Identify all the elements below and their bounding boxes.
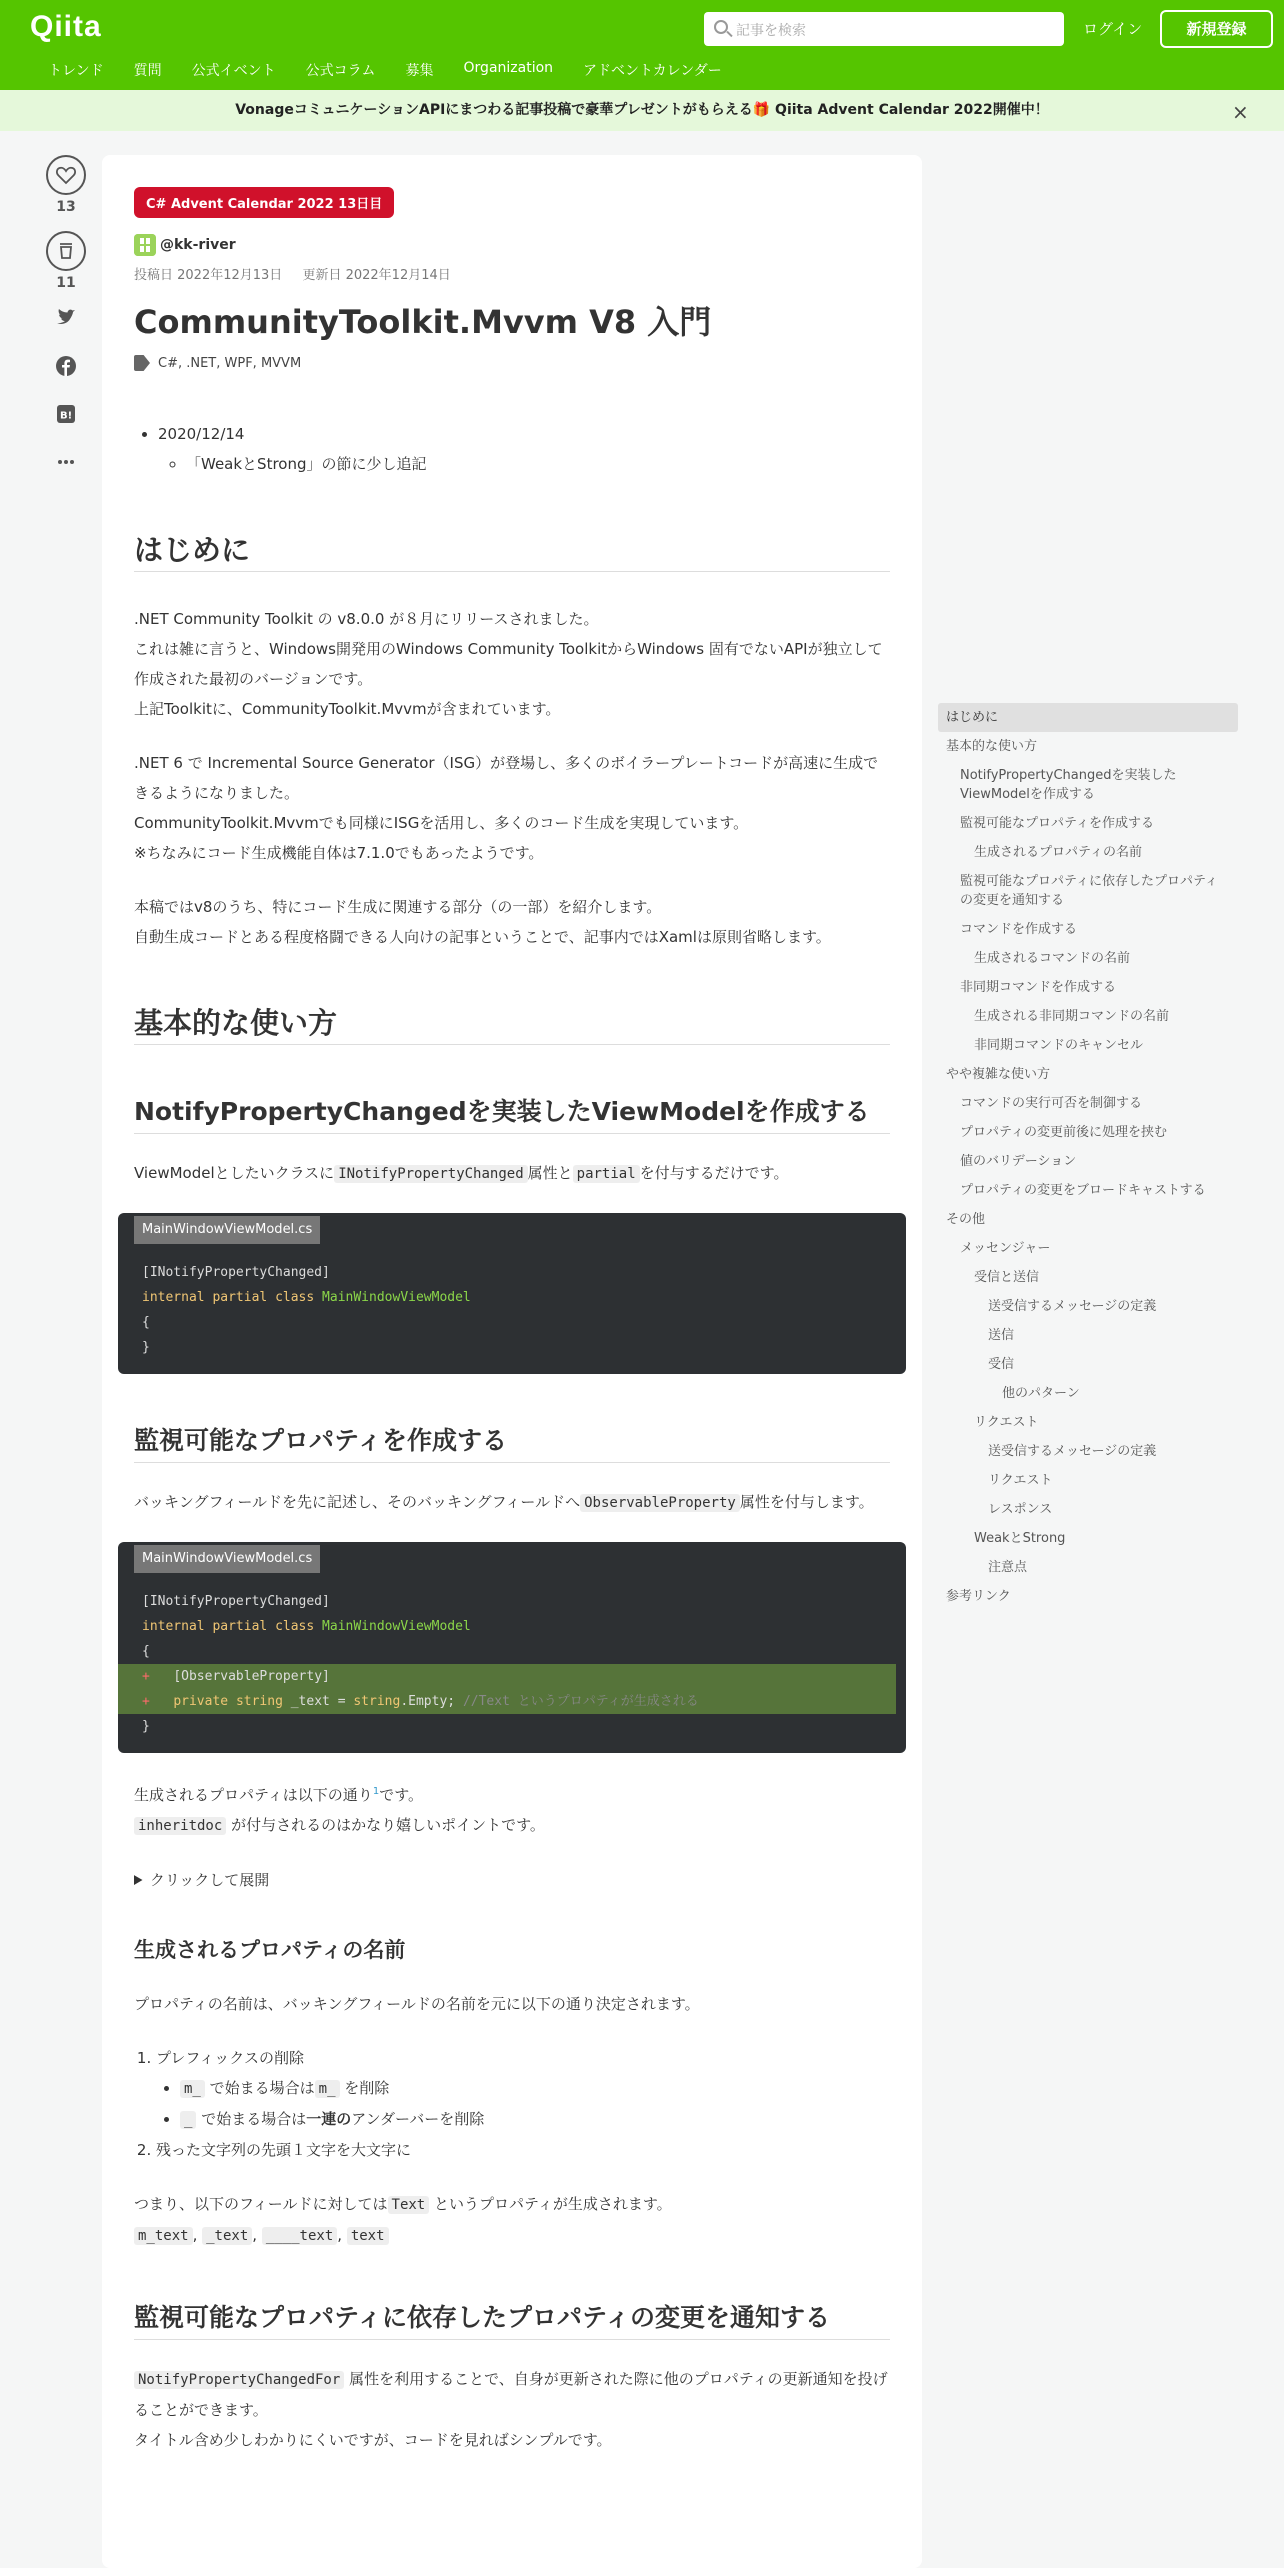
toc-item[interactable]: リクエスト [974, 1415, 1039, 1430]
toc-item[interactable]: 送受信するメッセージの定義 [988, 1444, 1157, 1459]
tag-icon [134, 355, 150, 371]
toc-item[interactable]: 送信 [988, 1328, 1015, 1343]
banner-close-icon[interactable]: × [1232, 100, 1249, 124]
toc-item[interactable]: レスポンス [988, 1502, 1053, 1517]
signup-button[interactable]: 新規登録 [1160, 10, 1273, 48]
code-filename: MainWindowViewModel.cs [134, 1216, 320, 1244]
paragraph: NotifyPropertyChangedFor 属性を利用することで、自身が更新された際に他のプロパティの更新通知を投げることができます。 タイトル含め少しわかりにくいですが、コードを見ればシンプルです。 [134, 2370, 888, 2449]
rules-list [156, 2043, 890, 2165]
article-dates [134, 264, 890, 283]
search-placeholder: 記事を検索 [736, 23, 806, 39]
code-block[interactable]: MainWindowViewModel.cs [INotifyPropertyChanged] internal partial class MainWindowViewModel { } [118, 1213, 906, 1374]
nav-trend[interactable]: トレンド [48, 63, 104, 79]
advent-calendar-badge[interactable]: C# Advent Calendar 2022 13日目 [134, 187, 394, 218]
hatena-bookmark-icon[interactable] [55, 403, 77, 425]
details-summary[interactable]: クリックして展開 [149, 1871, 270, 1889]
stock-count: 11 [56, 275, 76, 291]
stock-icon [48, 233, 84, 269]
global-nav [48, 60, 752, 80]
toc-item[interactable]: 基本的な使い方 [946, 739, 1038, 754]
toc-item[interactable]: プロパティの変更前後に処理を挟む [960, 1125, 1167, 1140]
heading-propname: 生成されるプロパティの名前 [134, 1938, 406, 1962]
toc-item[interactable]: 注意点 [988, 1560, 1028, 1575]
author-row [134, 234, 890, 256]
inline-code: INotifyPropertyChanged [334, 1165, 527, 1183]
table-of-contents [938, 703, 1238, 1611]
code-filename: MainWindowViewModel.cs [134, 1545, 320, 1573]
toc-item[interactable]: 参考リンク [946, 1589, 1011, 1604]
search-input[interactable] [704, 12, 1064, 46]
toc-item[interactable]: 生成される非同期コマンドの名前 [974, 1009, 1170, 1024]
svg-text:B!: B! [60, 410, 73, 422]
nav-organization[interactable]: Organization [463, 60, 554, 76]
nav-official-columns[interactable]: 公式コラム [305, 63, 376, 79]
inline-code: Text [388, 2196, 430, 2214]
toc-item[interactable]: NotifyPropertyChangedを実装したViewModelを作成する [960, 768, 1177, 802]
login-link[interactable]: ログイン [1083, 20, 1143, 38]
list-item: • m_ で始まる場合は m_ を削除 [180, 2073, 890, 2104]
stock-button[interactable] [46, 231, 86, 271]
author-avatar[interactable] [134, 234, 156, 256]
toc-item[interactable]: 受信 [988, 1357, 1015, 1372]
article-body [134, 419, 890, 2455]
toc-item[interactable]: プロパティの変更をブロードキャストする [960, 1183, 1206, 1198]
toc-item[interactable]: コマンドを作成する [960, 922, 1078, 937]
tag-list [134, 355, 890, 371]
paragraph: つまり、以下のフィールドに対しては Text というプロパティが生成されます。 m_text , _text , ____text , text [134, 2195, 672, 2244]
tags[interactable]: C#, .NET, WPF, MVVM [158, 355, 302, 371]
toc-item[interactable]: 非同期コマンドを作成する [960, 980, 1117, 995]
toc-item[interactable]: 監視可能なプロパティに依存したプロパティの変更を通知する [960, 874, 1218, 908]
toc-item[interactable]: メッセンジャー [960, 1241, 1051, 1256]
search-icon [714, 20, 728, 34]
toc-item[interactable]: 値のバリデーション [960, 1154, 1077, 1169]
qiita-logo[interactable]: Qiita [30, 10, 102, 43]
paragraph: .NET 6 で Incremental Source Generator（ISG）が登場し、多くのボイラープレートコードが高速に生成できるようになりました。 CommunityToolkit.Mvvmでも同様にISGを活用し、多くのコード生成を実現しています。 ※ちなみにコード生成機能自体は7.1.0でもあったようです。 [134, 754, 879, 862]
site-header [0, 0, 1284, 90]
toc-item[interactable]: 生成されるコマンドの名前 [974, 951, 1131, 966]
twitter-icon[interactable] [55, 307, 77, 329]
inline-code: inheritdoc [134, 1817, 226, 1835]
toc-item[interactable]: 生成されるプロパティの名前 [974, 845, 1142, 860]
list-item: • 2020/12/14 ◦ 「WeakとStrong」の節に少し追記 [158, 419, 890, 479]
nav-recruit[interactable]: 募集 [405, 63, 434, 79]
toc-item[interactable]: やや複雑な使い方 [946, 1067, 1051, 1082]
article-card [102, 155, 922, 2568]
campaign-banner[interactable] [0, 90, 1284, 131]
list-item: 2. 残った文字列の先頭１文字を大文字に [156, 2135, 890, 2165]
inline-code: ObservableProperty [580, 1494, 740, 1512]
facebook-icon[interactable] [55, 355, 77, 377]
paragraph: .NET Community Toolkit の v8.0.0 が８月にリリースされました。 これは雑に言うと、Windows開発用のWindows Community ToolkitからWindows 固有でないAPIが独立して作成された最初のバージョンです。 上記Toolkitに、CommunityToolkit.Mvvmが含まれています。 [134, 610, 883, 718]
heading-intro: はじめに [134, 535, 890, 572]
paragraph: プロパティの名前は、バッキングフィールドの名前を元に以下の通り決定されます。 [134, 1995, 700, 2013]
nav-official-events[interactable]: 公式イベント [191, 63, 276, 79]
paragraph: バッキングフィールドを先に記述し、そのバッキングフィールドへ ObservableProperty 属性を付与します。 [134, 1493, 874, 1511]
like-count: 13 [56, 199, 76, 215]
paragraph: 本稿ではv8のうち、特にコード生成に関連する部分（の一部）を紹介します。 自動生成コードとある程度格闘できる人向けの記事ということで、記事内ではXamlは原則省略します。 [134, 898, 831, 946]
list-item: 1. プレフィックスの削除 • m_ で始まる場合は m_ を削除 • _ で始まる場合は一連のアンダーバーを削除 [156, 2043, 890, 2135]
toc-item[interactable]: リクエスト [988, 1473, 1053, 1488]
action-rail [44, 155, 88, 499]
update-list [158, 419, 890, 479]
heading-depend: 監視可能なプロパティに依存したプロパティの変更を通知する [134, 2303, 890, 2340]
toc-item[interactable]: コマンドの実行可否を制御する [960, 1096, 1143, 1111]
toc-item[interactable]: WeakとStrong [974, 1531, 1066, 1546]
inline-code: partial [573, 1165, 640, 1183]
code-block[interactable]: MainWindowViewModel.cs [INotifyPropertyChanged] internal partial class MainWindowViewModel { + [ObservableProperty] + private string _text = string.Empty; //Text というプロパティが生成される } [118, 1542, 906, 1753]
footnote-link[interactable]: 1 [372, 1786, 380, 1797]
banner-text: VonageコミュニケーションAPIにまつわる記事投稿で豪華プレゼントがもらえる🎁 Qiita Advent Calendar 2022開催中！ [235, 102, 1049, 118]
more-icon[interactable] [55, 451, 77, 473]
toc-item[interactable]: 受信と送信 [974, 1270, 1040, 1285]
list-item: ◦ 「WeakとStrong」の節に少し追記 [186, 449, 890, 479]
heading-observable: 監視可能なプロパティを作成する [134, 1426, 890, 1463]
expand-details[interactable] [134, 1865, 890, 1895]
heart-icon [48, 157, 84, 193]
nav-advent-calendar[interactable]: アドベントカレンダー [583, 63, 722, 79]
heading-notify: NotifyPropertyChangedを実装したViewModelを作成する [134, 1097, 890, 1134]
inline-code: NotifyPropertyChangedFor [134, 2371, 344, 2389]
posted-date: 投稿日 2022年12月13日 [134, 268, 283, 283]
toc-item[interactable]: はじめに [938, 703, 1238, 732]
list-item: • _ で始まる場合は一連のアンダーバーを削除 [180, 2104, 890, 2135]
paragraph: ViewModelとしたいクラスに INotifyPropertyChanged 属性と partial を付与するだけです。 [134, 1164, 789, 1182]
article-title: CommunityToolkit.Mvvm V8 入門 [134, 303, 712, 341]
author-name[interactable]: @kk-river [160, 237, 236, 253]
heading-basic-usage: 基本的な使い方 [134, 1008, 890, 1045]
nav-questions[interactable]: 質問 [133, 63, 162, 79]
like-button[interactable] [46, 155, 86, 195]
toc-item[interactable]: 送受信するメッセージの定義 [988, 1299, 1157, 1314]
paragraph: 生成されるプロパティは以下の通り$^1$です。 inheritdoc が付与されるのはかなり嬉しいポイントです。 [134, 1786, 545, 1834]
updated-date: 更新日 2022年12月14日 [302, 268, 451, 283]
toc-item[interactable]: 監視可能なプロパティを作成する [960, 816, 1154, 831]
toc-item[interactable]: 他のパターン [1002, 1386, 1080, 1401]
toc-item[interactable]: 非同期コマンドのキャンセル [974, 1038, 1144, 1053]
toc-item[interactable]: その他 [946, 1212, 986, 1227]
